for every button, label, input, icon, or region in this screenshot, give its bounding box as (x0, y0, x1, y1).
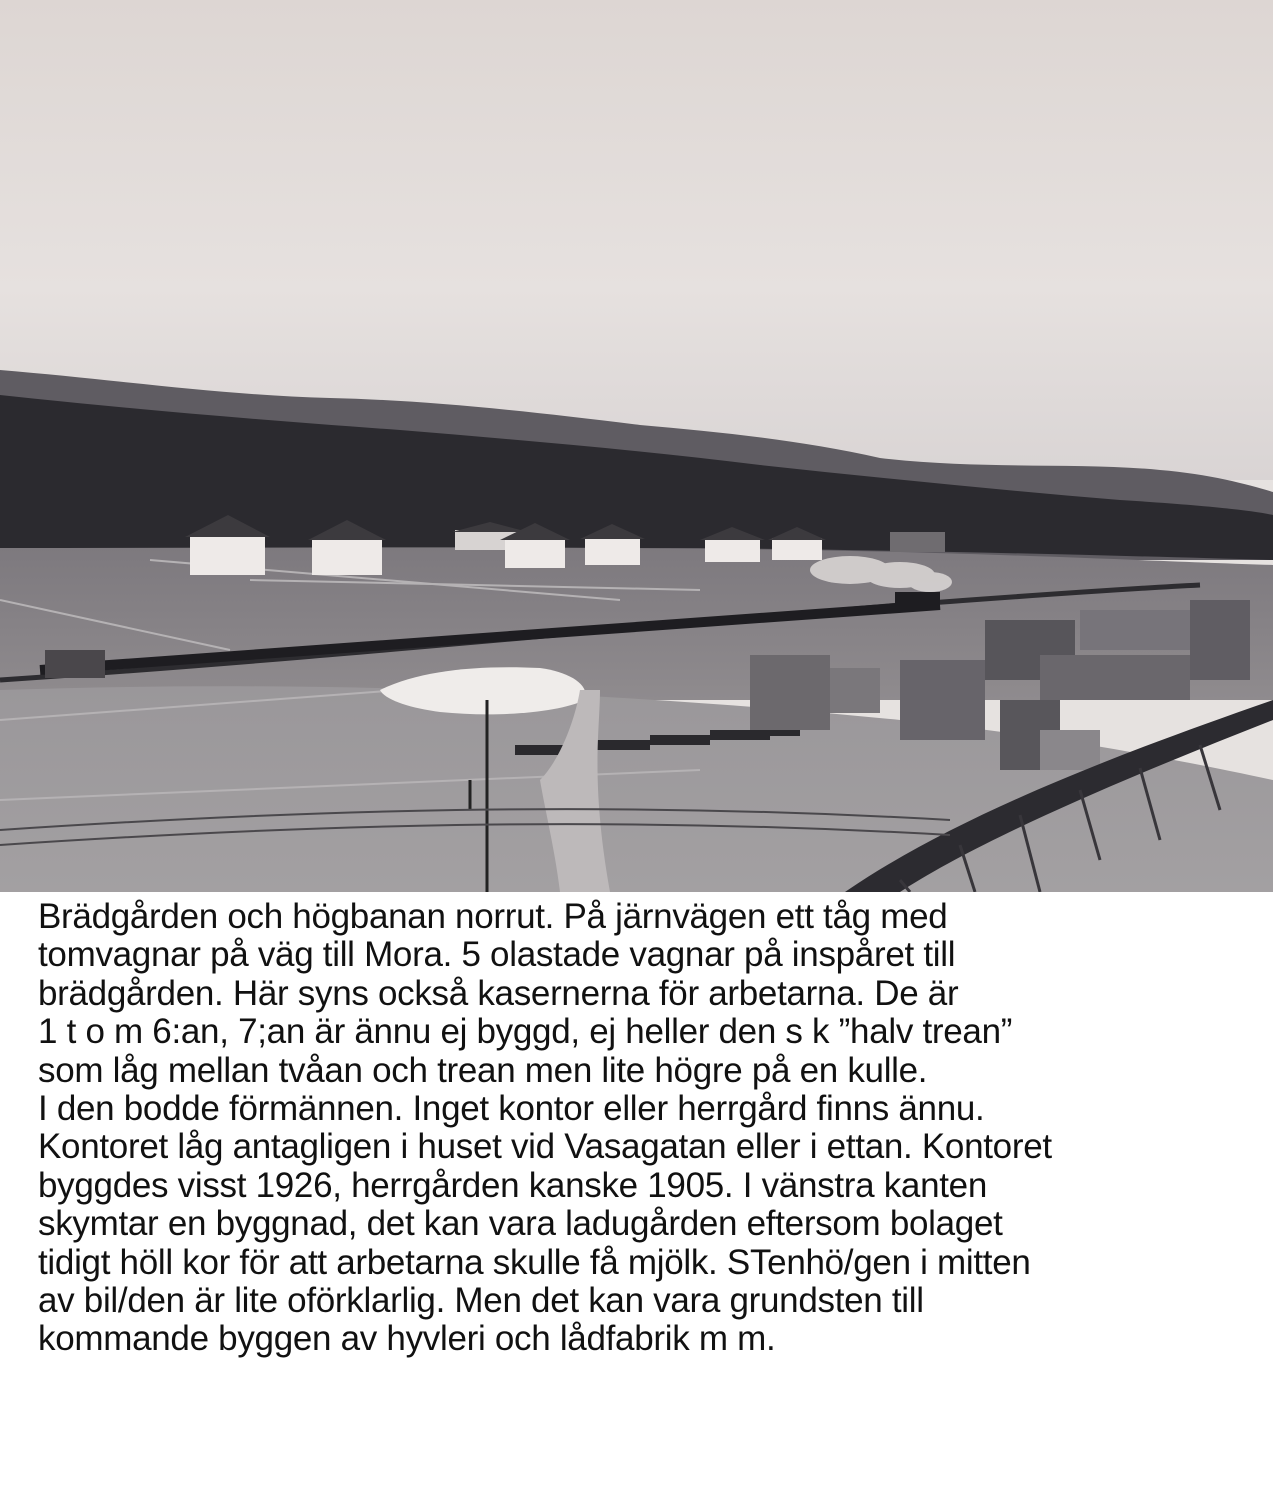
caption-line: tomvagnar på väg till Mora. 5 olastade vagnar på inspåret till (38, 935, 956, 975)
caption-line: Kontoret låg antagligen i huset vid Vasagatan eller i ettan. Kontoret (38, 1127, 1052, 1167)
house-8 (890, 532, 945, 552)
caption-line: som låg mellan tvåan och trean men lite högre på en kulle. (38, 1050, 928, 1090)
locomotive (895, 592, 940, 610)
caption-line: Brädgården och högbanan norrut. På järnvägen ett tåg med (38, 897, 948, 936)
caption-line: kommande byggen av hyvleri och lådfabrik m m. (38, 1319, 776, 1359)
caption-line: I den bodde förmännen. Inget kontor eller herrgård finns ännu. (38, 1088, 985, 1128)
caption-line: av bil/den är lite oförklarlig. Men det kan vara grundsten till (38, 1280, 924, 1320)
caption-line: 1 t o m 6:an, 7;an är ännu ej byggd, ej heller den s k ”halv trean” (38, 1012, 1013, 1052)
caption-line: brädgården. Här syns också kasernerna för arbetarna. De är (38, 973, 959, 1013)
photo-caption (38, 898, 1268, 1359)
caption-line: byggdes visst 1926, herrgården kanske 1905. I vänstra kanten (38, 1165, 987, 1205)
caption-line: skymtar en byggnad, det kan vara ladugården eftersom bolaget (38, 1204, 1003, 1244)
caption-line: tidigt höll kor för att arbetarna skulle få mjölk. STenhö/gen i mitten (38, 1242, 1031, 1282)
